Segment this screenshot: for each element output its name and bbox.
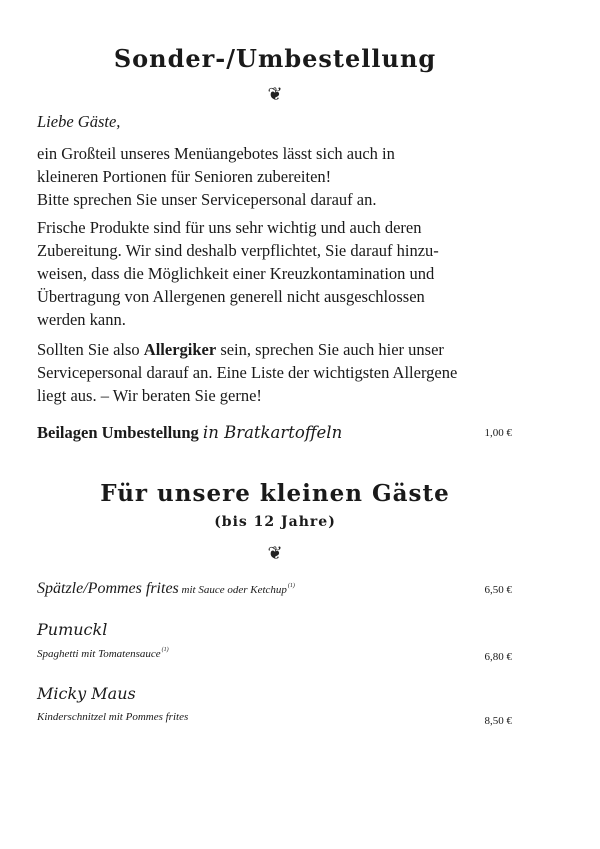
text-line: Übertragung von Allergenen generell nicht ausgeschlossen xyxy=(37,287,425,306)
paragraph-allergiker xyxy=(37,338,517,407)
text-line: werden kann. xyxy=(37,310,126,329)
menu-item-name xyxy=(37,580,295,598)
allergen-note: (1) xyxy=(287,583,295,589)
text-line: Zubereitung. Wir sind deshalb verpflichtet, Sie darauf hinzu- xyxy=(37,241,439,260)
text-line: liegt aus. – Wir beraten Sie gerne! xyxy=(37,386,262,405)
menu-item-price: 8,50 € xyxy=(484,715,512,727)
paragraph-portions xyxy=(37,142,517,211)
paragraph-allergen-notice xyxy=(37,216,517,331)
menu-item-name xyxy=(37,423,342,443)
section-subtitle: (bis 12 Jahre) xyxy=(214,514,336,530)
section-title-sonderbestellung: Sonder-/Umbestellung xyxy=(113,44,437,73)
greeting: Liebe Gäste, xyxy=(37,112,121,131)
text-line xyxy=(37,338,517,361)
text-segment: sein, sprechen Sie auch hier unser xyxy=(216,340,444,359)
menu-item-title-pumuckl: Pumuckl xyxy=(37,620,108,639)
menu-item-price: 6,80 € xyxy=(484,651,512,663)
ornament-icon: ❦ xyxy=(267,543,283,564)
ornament-icon: ❦ xyxy=(267,84,283,105)
menu-item-name xyxy=(37,647,169,660)
section-title-kinder: Für unsere kleinen Gäste xyxy=(100,480,450,507)
text-line: Bitte sprechen Sie unser Servicepersonal darauf an. xyxy=(37,190,377,209)
menu-item-spaetzle xyxy=(37,580,512,604)
text-segment: Sollten Sie also xyxy=(37,340,144,359)
menu-item-title-micky: Micky Maus xyxy=(37,684,136,703)
allergen-note: (1) xyxy=(161,647,169,653)
text-line: ein Großteil unseres Menüangebotes lässt sich auch in xyxy=(37,144,395,163)
menu-item-italic: in Bratkartoffeln xyxy=(202,423,343,442)
menu-item-pumuckl xyxy=(37,647,512,671)
menu-item-desc: Kinderschnitzel mit Pommes frites xyxy=(37,711,189,723)
menu-item-desc: Spaghetti mit Tomatensauce xyxy=(37,648,161,660)
allergiker-bold: Allergiker xyxy=(143,340,217,359)
menu-item-price: 1,00 € xyxy=(484,427,512,439)
menu-item-micky xyxy=(37,711,512,735)
menu-item-price: 6,50 € xyxy=(484,584,512,596)
menu-item-beilagen xyxy=(37,423,512,447)
text-line: weisen, dass die Möglichkeit einer Kreuzkontamination und xyxy=(37,264,435,283)
menu-item-desc: mit Sauce oder Ketchup xyxy=(178,584,287,596)
menu-item-bold: Beilagen Umbestellung xyxy=(37,423,199,442)
menu-item-title: Spätzle/Pommes frites xyxy=(37,580,179,597)
text-line: Servicepersonal darauf an. Eine Liste der wichtigsten Allergene xyxy=(37,363,458,382)
text-line: Frische Produkte sind für uns sehr wichtig und auch deren xyxy=(37,218,422,237)
text-line: kleineren Portionen für Senioren zubereiten! xyxy=(37,167,332,186)
